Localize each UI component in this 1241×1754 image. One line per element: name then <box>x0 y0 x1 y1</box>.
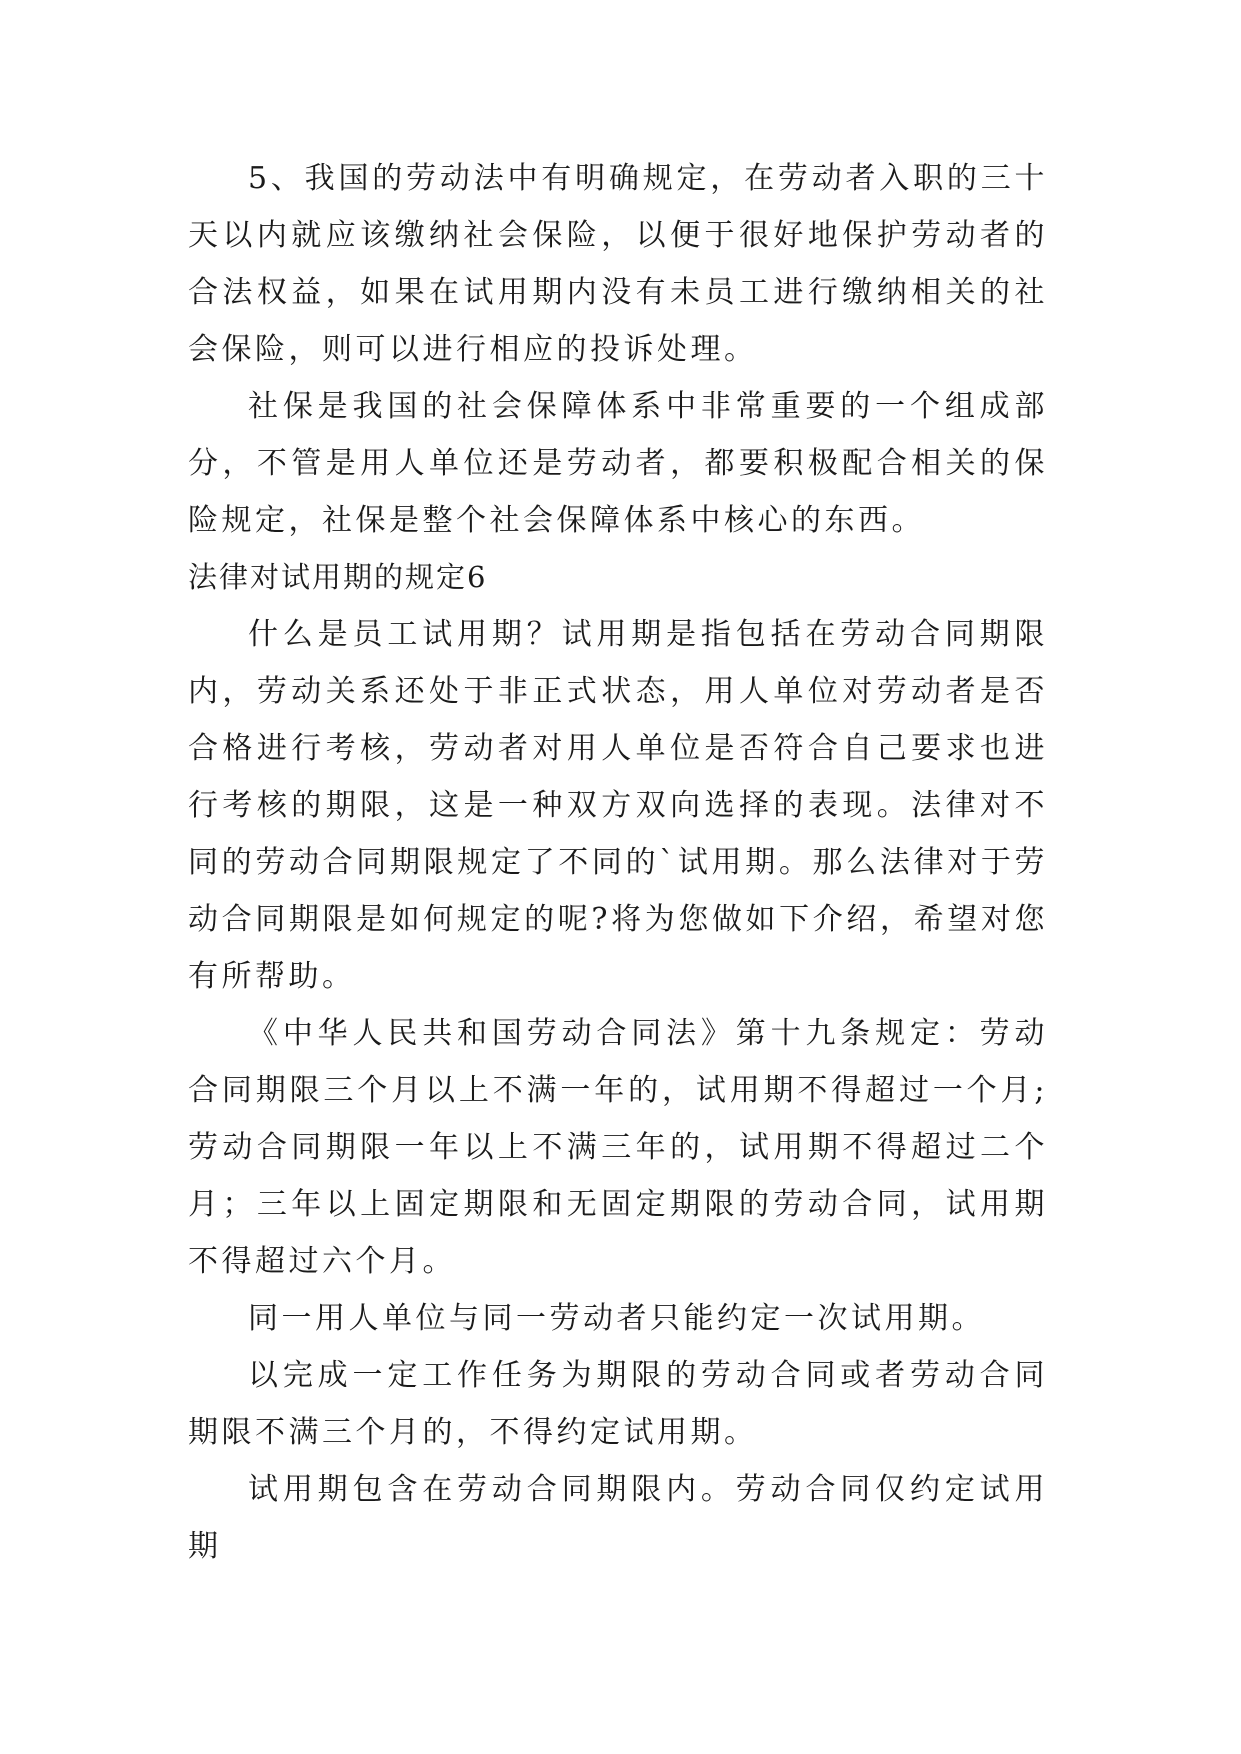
document-page <box>188 150 1048 1575</box>
paragraph-social-security-importance: 社保是我国的社会保障体系中非常重要的一个组成部分，不管是用人单位还是劳动者，都要积极配合相关的保险规定，社保是整个社会保障体系中核心的东西。 <box>188 389 1048 538</box>
section-heading: 法律对试用期的规定6 <box>188 560 488 594</box>
paragraph-single-probation: 同一用人单位与同一劳动者只能约定一次试用期。 <box>248 1301 985 1336</box>
paragraph-no-probation-cases: 以完成一定工作任务为期限的劳动合同或者劳动合同期限不满三个月的，不得约定试用期。 <box>188 1358 1048 1450</box>
paragraph-probation-definition: 什么是员工试用期？试用期是指包括在劳动合同期限内，劳动关系还处于非正式状态，用人单位对劳动者是否合格进行考核，劳动者对用人单位是否符合自己要求也进行考核的期限，这是一种双方双向选择的表现。法律对不同的劳动合同期限规定了不同的`试用期。那么法律对于劳动合同期限是如何规定的呢?将为您做如下介绍，希望对您有所帮助。 <box>188 617 1048 994</box>
paragraph-probation-included: 试用期包含在劳动合同期限内。劳动合同仅约定试用期 <box>188 1472 1048 1564</box>
paragraph-labor-contract-law-article-19: 《中华人民共和国劳动合同法》第十九条规定：劳动合同期限三个月以上不满一年的，试用期不得超过一个月;劳动合同期限一年以上不满三年的，试用期不得超过二个月；三年以上固定期限和无固定期限的劳动合同，试用期不得超过六个月。 <box>188 1016 1048 1279</box>
paragraph-social-insurance-rule: 5、我国的劳动法中有明确规定，在劳动者入职的三十天以内就应该缴纳社会保险，以便于很好地保护劳动者的合法权益，如果在试用期内没有未员工进行缴纳相关的社会保险，则可以进行相应的投诉处理。 <box>188 161 1048 367</box>
